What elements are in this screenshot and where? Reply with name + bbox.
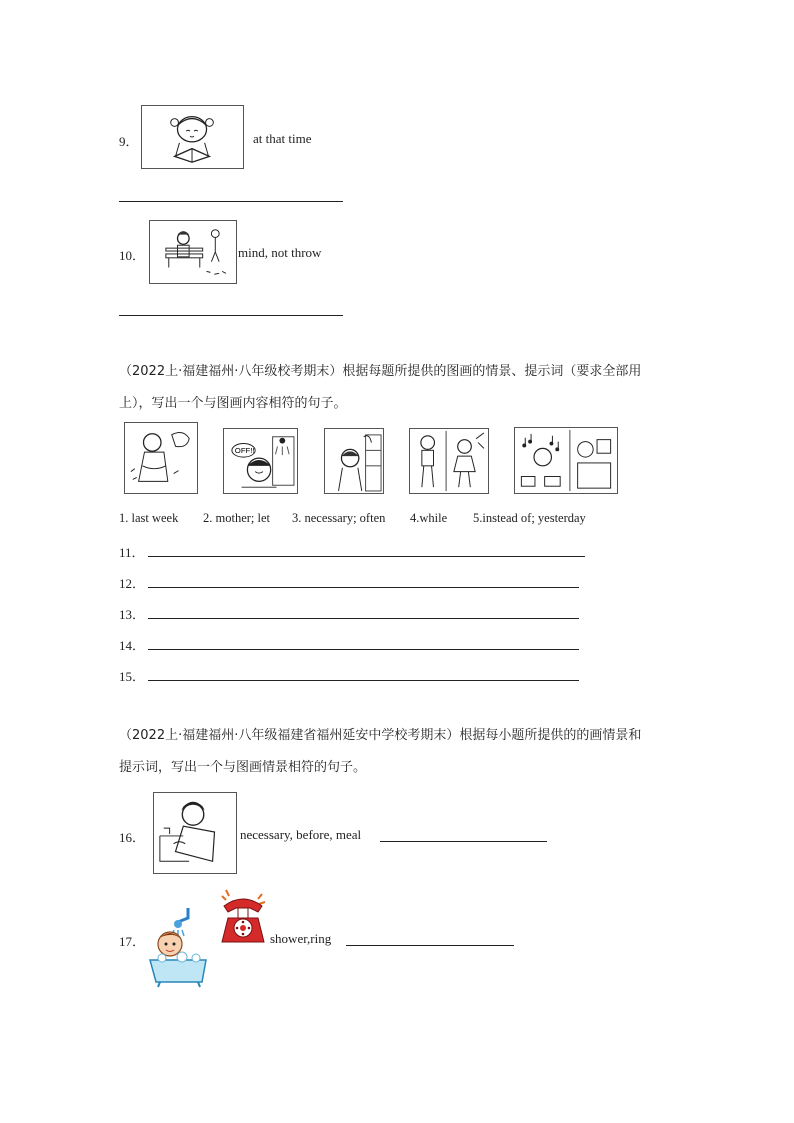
question-14-number: 14． (119, 638, 146, 653)
turn-off-shower-illustration (224, 429, 297, 493)
question-10-hint: mind, not throw (238, 245, 322, 260)
music-room-illustration (515, 428, 617, 493)
question-17-number: 17． (119, 934, 146, 949)
washing-hands-picture (153, 792, 237, 874)
park-bench-illustration (150, 221, 236, 283)
question-10-answer-line[interactable] (119, 315, 343, 316)
ringing-telephone-icon (218, 888, 268, 946)
question-13-answer-line[interactable] (148, 618, 579, 619)
section-2-hint-1: 1. last week (119, 511, 179, 525)
question-15-answer-line[interactable] (148, 680, 579, 681)
phone-call-illustration (325, 429, 383, 493)
stomachache-illustration (125, 423, 197, 493)
question-17-answer-line[interactable] (346, 945, 514, 946)
section-2-hint-3: 3. necessary; often (292, 511, 386, 525)
question-10-number: 10． (119, 248, 146, 263)
section-2-hint-5: 5.instead of; yesterday (473, 511, 586, 525)
question-16-hint: necessary, before, meal (240, 827, 362, 842)
question-12-number: 12． (119, 576, 146, 591)
question-11-number: 11． (119, 545, 145, 560)
section-2-hint-2: 2. mother; let (203, 511, 270, 525)
girl-reading-illustration (142, 106, 243, 168)
two-kids-illustration (410, 429, 488, 493)
section-3-instruction-line-1: （2022上·福建福州·八年级福建省福州延安中学校考期末）根据每小题所提供的的画情景和 (119, 728, 642, 743)
turn-off-shower-picture (223, 428, 298, 494)
washing-hands-illustration (154, 793, 236, 873)
question-9-number: 9． (119, 134, 139, 149)
music-room-picture (514, 427, 618, 494)
question-16-number: 16． (119, 830, 146, 845)
phone-call-picture (324, 428, 384, 494)
boy-shower-illustration (148, 904, 210, 988)
question-15-number: 15． (119, 669, 146, 684)
question-13-number: 13． (119, 607, 146, 622)
girl-reading-picture (141, 105, 244, 169)
two-kids-picture (409, 428, 489, 494)
question-9-hint: at that time (253, 131, 312, 146)
stomachache-picture (124, 422, 198, 494)
park-bench-picture (149, 220, 237, 284)
question-12-answer-line[interactable] (148, 587, 579, 588)
question-14-answer-line[interactable] (148, 649, 579, 650)
section-2-instruction-line-2: 上），写出一个与图画内容相符的句子。 (119, 396, 347, 411)
question-9-answer-line[interactable] (119, 201, 343, 202)
question-17-hint: shower,ring (270, 931, 332, 946)
section-3-instruction-line-2: 提示词，写出一个与图画情景相符的句子。 (119, 760, 367, 775)
section-2-instruction-line-1: （2022上·福建福州·八年级校考期末）根据每题所提供的图画的情景、提示词（要求全部用 (119, 364, 642, 379)
off-text: OFF!! (234, 446, 255, 456)
question-11-answer-line[interactable] (148, 556, 585, 557)
section-2-hint-4: 4.while (410, 511, 448, 525)
question-16-answer-line[interactable] (380, 841, 547, 842)
